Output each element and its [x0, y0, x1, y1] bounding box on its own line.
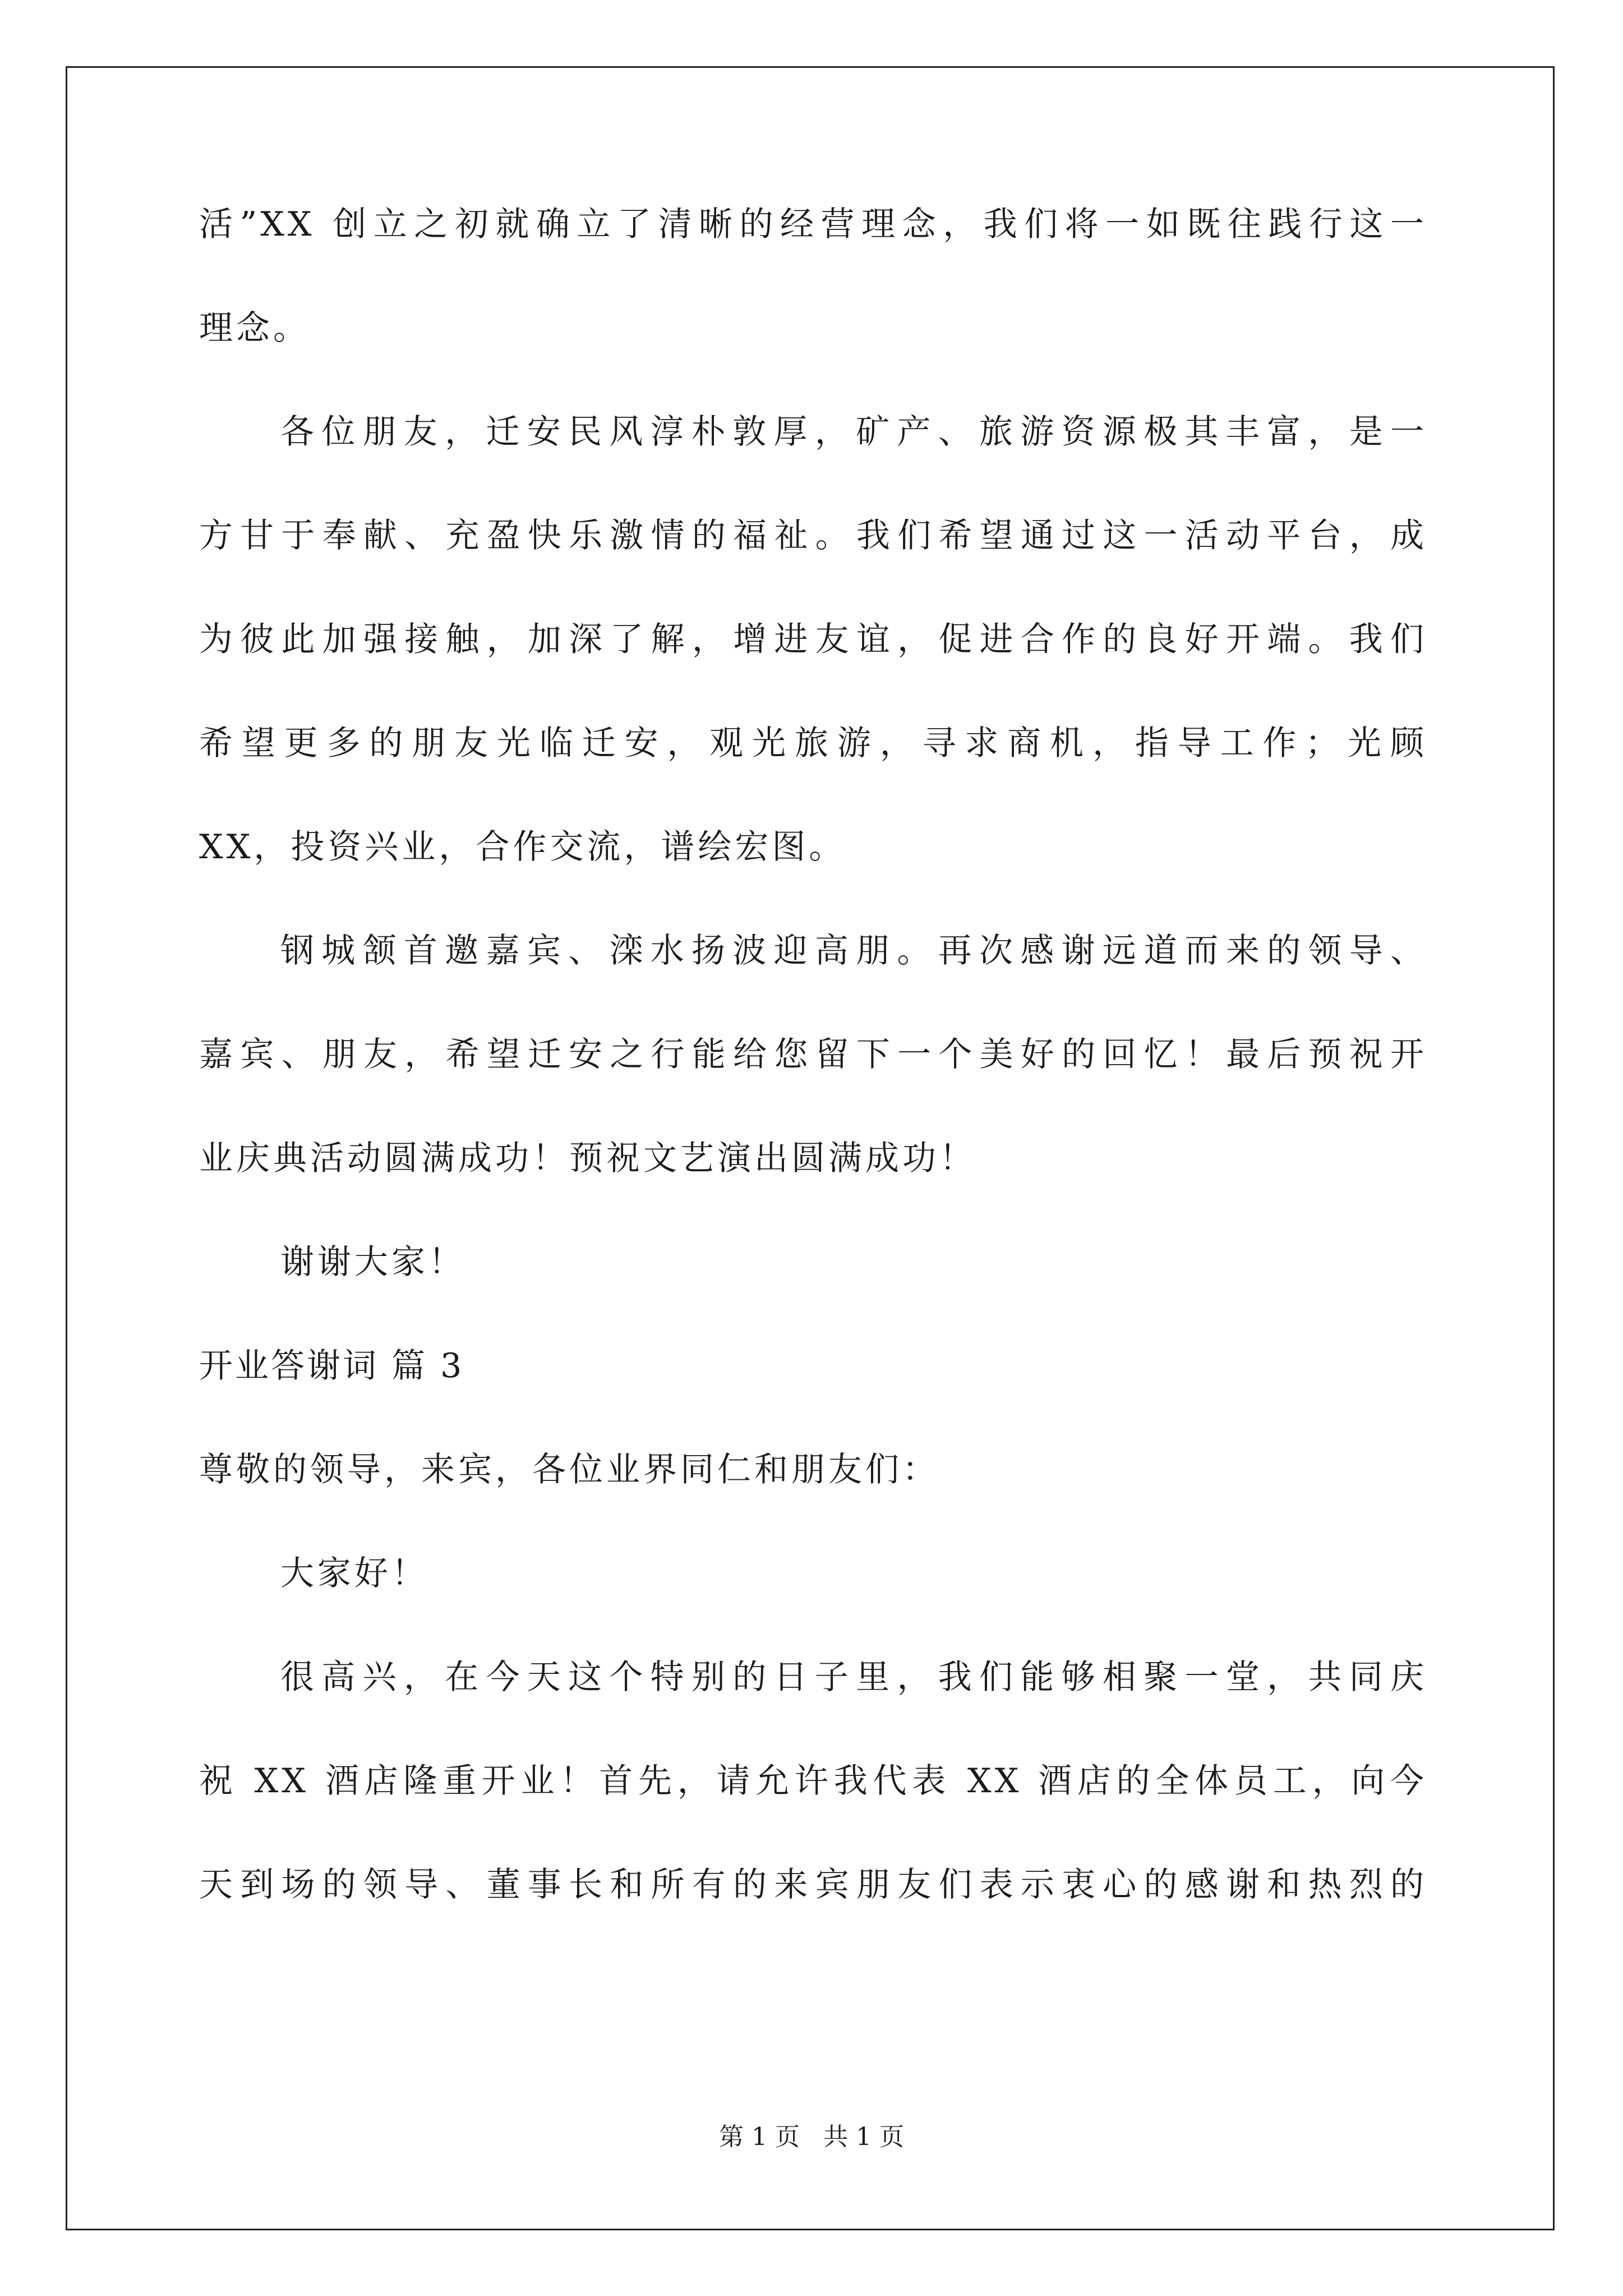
document-body: [199, 205, 1427, 1972]
paragraph-line: 很高兴，在今天这个特别的日子里，我们能够相聚一堂，共同庆: [280, 1658, 1427, 1697]
paragraph-line: XX，投资兴业，合作交流，谱绘宏图。: [199, 827, 846, 867]
page-number-total: 共 1 页: [823, 2123, 904, 2151]
footer-gap: [800, 2123, 823, 2151]
paragraph-line: 大家好！: [280, 1554, 428, 1593]
paragraph-line: 钢城颔首邀嘉宾、滦水扬波迎高朋。再次感谢远道而来的领导、: [280, 931, 1427, 970]
paragraph-line: 为彼此加强接触，加深了解，增进友谊，促进合作的良好开端。我们: [199, 620, 1427, 659]
page-number-current: 第 1 页: [719, 2123, 800, 2151]
paragraph-line: 各位朋友，迁安民风淳朴敦厚，矿产、旅游资源极其丰富，是一: [280, 412, 1427, 452]
paragraph-line: 理念。: [199, 309, 310, 348]
paragraph-line: 活”XX 创立之初就确立了清晰的经营理念，我们将一如既往践行这一: [199, 205, 1427, 244]
paragraph-line: 祝 XX 酒店隆重开业！首先，请允许我代表 XX 酒店的全体员工，向今: [199, 1761, 1427, 1801]
paragraph-line: 方甘于奉献、充盈快乐激情的福祉。我们希望通过这一活动平台，成: [199, 516, 1427, 555]
paragraph-line: 希望更多的朋友光临迁安，观光旅游，寻求商机，指导工作；光顾: [199, 724, 1427, 763]
paragraph-line: 谢谢大家！: [280, 1243, 465, 1282]
section-heading: 开业答谢词 篇 3: [199, 1346, 464, 1386]
paragraph-line: 尊敬的领导，来宾，各位业界同仁和朋友们：: [199, 1450, 939, 1489]
page-footer: [0, 2125, 1623, 2150]
paragraph-line: 嘉宾、朋友，希望迁安之行能给您留下一个美好的回忆！最后预祝开: [199, 1035, 1427, 1074]
paragraph-line: 天到场的领导、董事长和所有的来宾朋友们表示衷心的感谢和热烈的: [199, 1865, 1427, 1904]
paragraph-line: 业庆典活动圆满成功！预祝文艺演出圆满成功！: [199, 1139, 976, 1178]
